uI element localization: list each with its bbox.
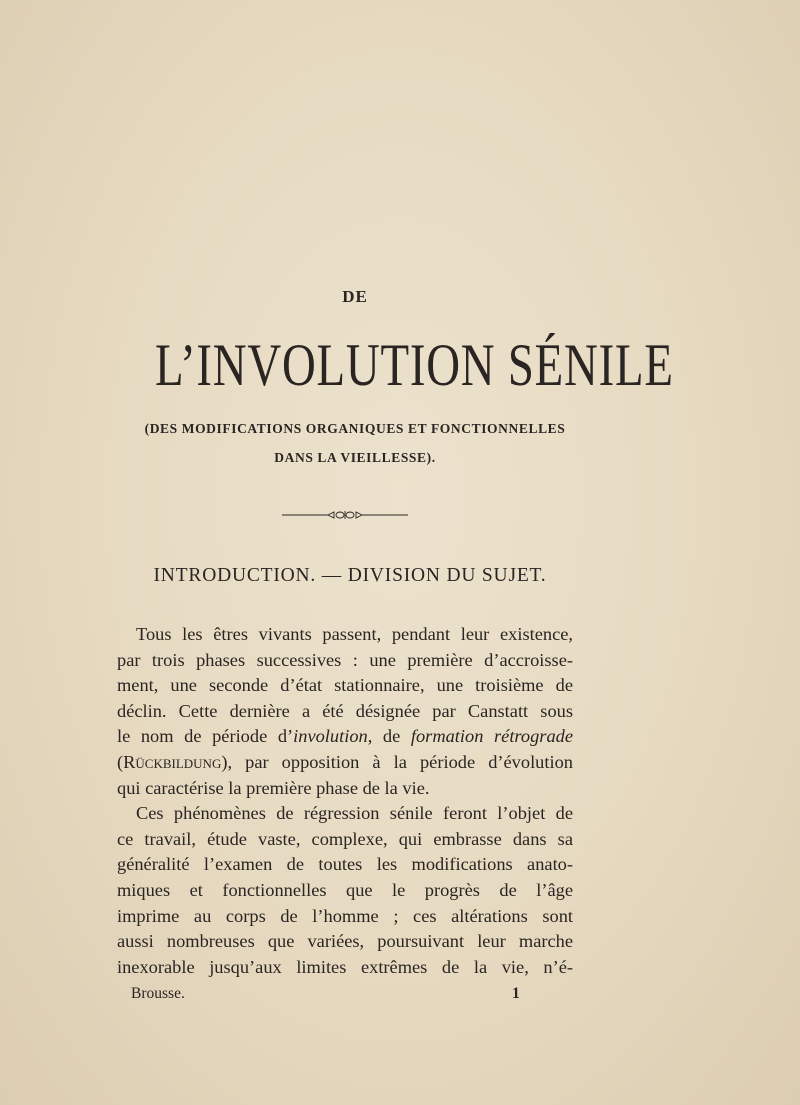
text-span: ), par opposition à la période d’évolution xyxy=(221,751,573,772)
text-line: imprime au corps de l’homme ; ces altérations sont xyxy=(117,905,573,926)
smallcaps-term: Rückbildung xyxy=(123,751,222,772)
text-line: par trois phases successives : une première d’accroisse- xyxy=(117,649,573,670)
italic-term: involution xyxy=(293,726,368,747)
pre-title: DE xyxy=(342,287,368,306)
section-title: INTRODUCTION. — DIVISION DU SUJET. xyxy=(153,565,547,586)
footer-signature-mark: 1 xyxy=(512,985,520,1002)
subtitle-line-2: DANS LA VIEILLESSE). xyxy=(274,450,436,465)
text-line xyxy=(117,750,573,776)
text-line: Ces phénomènes de régression sénile feront l’objet de xyxy=(136,803,573,824)
main-title: L’INVOLUTION SÉNILE xyxy=(155,332,674,398)
text-line: qui caractérise la première phase de la vie. xyxy=(117,777,430,798)
ornament-divider xyxy=(280,509,410,521)
text-line: ment, une seconde d’état stationnaire, une troisième de xyxy=(117,675,573,696)
text-span: , de xyxy=(367,726,411,747)
text-span: le nom de période d’ xyxy=(117,726,294,747)
italic-term: formation rétrograde xyxy=(410,726,573,747)
text-line: Tous les êtres vivants passent, pendant leur existence, xyxy=(136,624,573,644)
text-line xyxy=(117,724,573,750)
text-line: aussi nombreuses que variées, poursuivant leur marche xyxy=(117,931,573,952)
text-span: ( xyxy=(117,751,124,772)
text-line: généralité l’examen de toutes les modifications anato- xyxy=(117,854,573,875)
subtitle-line-1: (DES MODIFICATIONS ORGANIQUES ET FONCTIONNELLES xyxy=(144,421,566,436)
text-line: inexorable jusqu’aux limites extrêmes de la vie, n’é- xyxy=(117,956,573,977)
text-line: déclin. Cette dernière a été désignée par Canstatt sous xyxy=(117,700,573,721)
body-text xyxy=(117,622,573,980)
footer-author: Brousse. xyxy=(131,985,185,1002)
text-line: miques et fonctionnelles que le progrès de l’âge xyxy=(117,879,573,900)
text-line: ce travail, étude vaste, complexe, qui embrasse dans sa xyxy=(117,828,573,849)
